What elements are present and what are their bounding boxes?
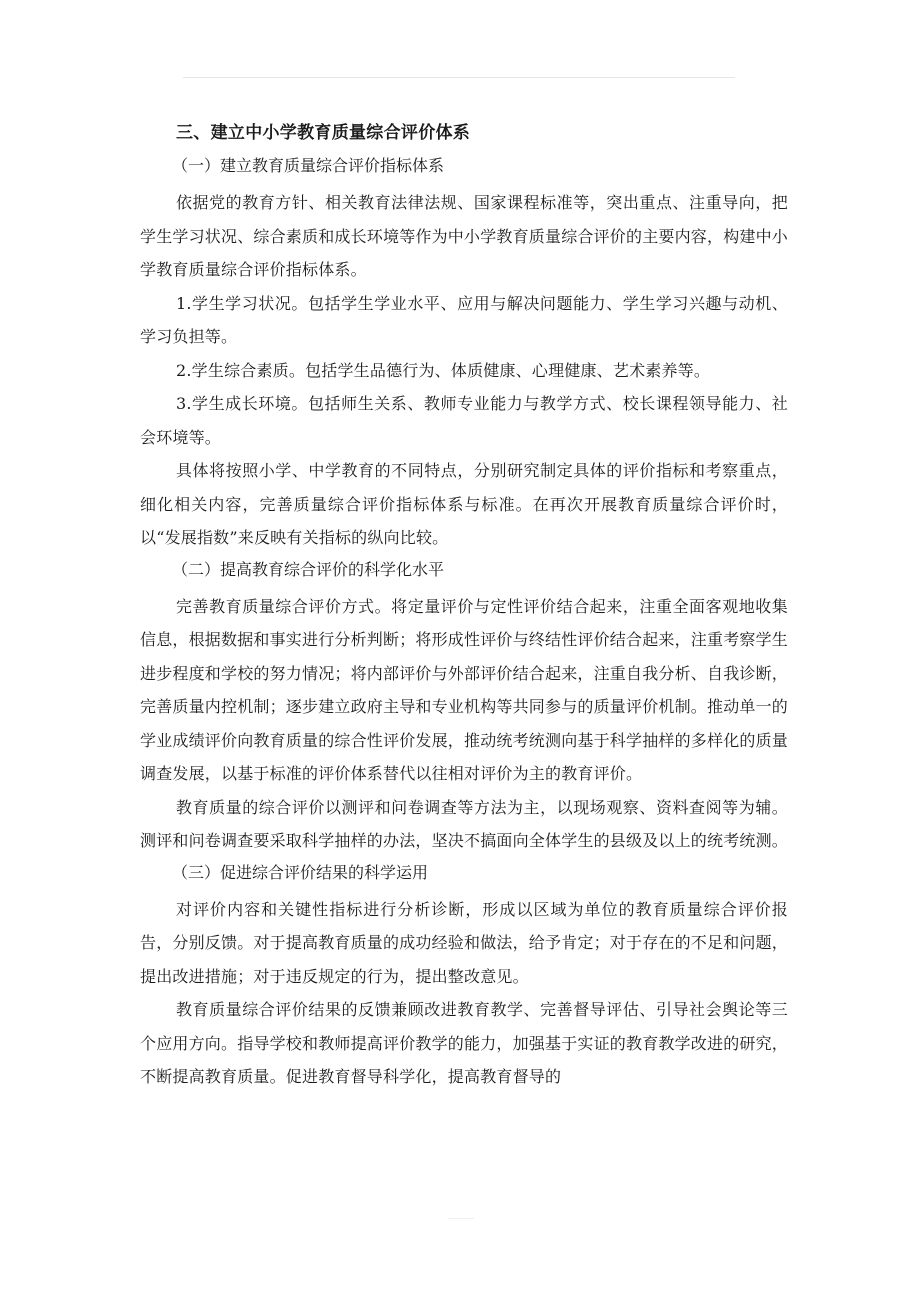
paragraph: 完善教育质量综合评价方式。将定量评价与定性评价结合起来，注重全面客观地收集信息，根据数据和事实进行分析判断；将形成性评价与终结性评价结合起来，注重考察学生进步程度和学校的努力情况；将内部评价与外部评价结合起来，注重自我分析、自我诊断，完善质量内控机制；逐步建立政府主导和专业机构等共同参与的质量评价机制。推动单一的学业成绩评价向教育质量的综合性评价发展，推动统考统测向基于科学抽样的多样化的质量调查发展，以基于标准的评价体系替代以往相对评价为主的教育评价。 [140, 596, 789, 783]
list-item-2: 2.学生综合素质。包括学生品德行为、体质健康、心理健康、艺术素养等。 [176, 360, 711, 380]
subheading-1: （一）建立教育质量综合评价指标体系 [172, 156, 445, 175]
paragraph: 依据党的教育方针、相关教育法律法规、国家课程标准等，突出重点、注重导向，把学生学习状况、综合素质和成长环境等作为中小学教育质量综合评价的主要内容，构建中小学教育质量综合评价指标体系。 [140, 193, 789, 279]
header-rule [183, 77, 735, 78]
list-item-3: 3.学生成长环境。包括师生关系、教师专业能力与教学方式、校长课程领导能力、社会环境等。 [140, 394, 788, 447]
list-item-1: 1.学生学习状况。包括学生学业水平、应用与解决问题能力、学生学习兴趣与动机、学习负担等。 [140, 293, 788, 346]
page-footer-mark [448, 1218, 474, 1219]
paragraph: 教育质量综合评价结果的反馈兼顾改进教育教学、完善督导评估、引导社会舆论等三个应用方向。指导学校和教师提高评价教学的能力，加强基于实证的教育教学改进的研究，不断提高教育质量。促进教育督导科学化，提高教育督导的 [140, 1000, 789, 1086]
paragraph: 教育质量的综合评价以测评和问卷调查等方法为主，以现场观察、资料查阅等为辅。测评和问卷调查要采取科学抽样的办法，坚决不搞面向全体学生的县级及以上的统考统测。 [140, 797, 789, 850]
subheading-3: （三）促进综合评价结果的科学运用 [172, 862, 429, 882]
document-body [140, 120, 788, 1094]
subheading-2: （二）提高教育综合评价的科学化水平 [172, 559, 445, 579]
paragraph: 具体将按照小学、中学教育的不同特点，分别研究制定具体的评价指标和考察重点，细化相关内容，完善质量综合评价指标体系与标准。在再次开展教育质量综合评价时，以“发展指数”来反映有关指标的纵向比较。 [140, 461, 788, 547]
section-heading: 三、建立中小学教育质量综合评价体系 [176, 123, 471, 143]
paragraph: 对评价内容和关键性指标进行分析诊断，形成以区域为单位的教育质量综合评价报告，分别反馈。对于提高教育质量的成功经验和做法，给予肯定；对于存在的不足和问题，提出改进措施；对于违反规定的行为，提出整改意见。 [140, 899, 789, 986]
